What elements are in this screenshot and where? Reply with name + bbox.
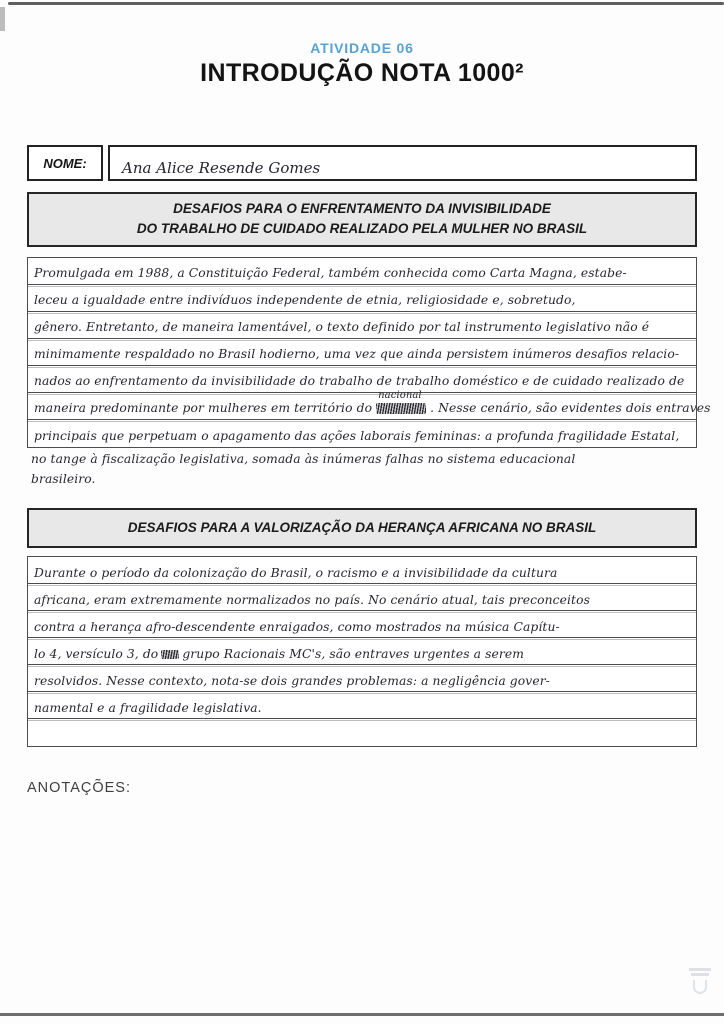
handwritten-text: namental e a fragilidade legislativa. xyxy=(34,700,262,715)
scan-edge-bottom xyxy=(0,1013,724,1016)
handwritten-text-with-scribble xyxy=(34,648,524,665)
section1-heading-line1: DESAFIOS PARA O ENFRENTAMENTO DA INVISIBILIDADE xyxy=(173,201,551,216)
activity-label: ATIVIDADE 06 xyxy=(310,40,414,56)
section2-heading-line1: DESAFIOS PARA A VALORIZAÇÃO DA HERANÇA AFRICANA NO BRASIL xyxy=(127,520,597,536)
ruled-line xyxy=(28,285,696,312)
scribbled-out-word xyxy=(161,650,179,659)
ruled-line xyxy=(28,692,696,719)
page-title: INTRODUÇÃO NOTA 1000² xyxy=(200,59,524,87)
annotations-label: ANOTAÇÕES: xyxy=(27,780,131,797)
handwritten-text-post: grupo Racionais MC's, são entraves urgentes a serem xyxy=(182,646,524,661)
watermark-shield-icon xyxy=(693,980,707,994)
handwritten-text-post: . Nesse cenário, são evidentes dois entraves xyxy=(430,400,711,415)
handwritten-text: principais que perpetuam o apagamento das ações laborais femininas: a profunda fragilidade Estatal, xyxy=(34,428,680,443)
name-row xyxy=(27,145,697,181)
ruled-line xyxy=(28,420,696,447)
handwritten-text-pre: maneira predominante por mulheres em território do xyxy=(34,400,373,415)
ruled-line xyxy=(28,366,696,393)
ruled-line xyxy=(28,665,696,692)
ruled-line-empty xyxy=(28,719,696,746)
handwritten-text: Durante o período da colonização do Brasil, o racismo e a invisibilidade da cultura xyxy=(34,565,558,580)
handwritten-text: resolvidos. Nesse contexto, nota-se dois grandes problemas: a negligência gover- xyxy=(34,673,550,688)
scan-edge-corner xyxy=(0,7,5,31)
section1-heading xyxy=(27,192,697,247)
section1-overflow-text xyxy=(27,451,697,493)
ruled-line xyxy=(28,389,711,420)
handwritten-text: africana, eram extremamente normalizados no país. No cenário atual, tais preconceitos xyxy=(34,592,590,607)
section2-writing-area xyxy=(27,556,697,747)
section2-heading xyxy=(27,508,697,548)
handwritten-text: no tange à fiscalização legislativa, somada às inúmeras falhas no sistema educacional xyxy=(31,451,576,466)
name-field xyxy=(108,145,697,181)
watermark-mark xyxy=(689,968,711,971)
handwritten-text: nados ao enfrentamento da invisibilidade do trabalho de trabalho doméstico e de cuidado realizado de xyxy=(34,373,685,388)
ruled-line xyxy=(28,258,696,285)
handwritten-text: Promulgada em 1988, a Constituição Federal, também conhecida como Carta Magna, estabe- xyxy=(34,265,627,280)
ruled-line xyxy=(28,312,696,339)
correction-wrap xyxy=(376,389,426,416)
handwritten-text-with-correction xyxy=(34,389,711,419)
handwritten-text: brasileiro. xyxy=(31,472,96,487)
handwritten-text: contra a herança afro-descendente enraigados, como mostrados na música Capítu- xyxy=(34,619,560,634)
scan-edge-top xyxy=(8,2,724,5)
ruled-line xyxy=(28,339,696,366)
handwritten-text: gênero. Entretanto, de maneira lamentável, o texto definido por tal instrumento legislativo não é xyxy=(34,319,650,334)
section1-writing-area xyxy=(27,257,711,448)
watermark-logo xyxy=(686,968,714,1002)
correction-above: nacional xyxy=(378,389,422,401)
handwritten-text-pre: lo 4, versículo 3, do xyxy=(34,646,159,661)
name-label: NOME: xyxy=(27,145,103,181)
watermark-mark xyxy=(691,973,709,976)
ruled-line xyxy=(28,557,696,584)
section1-heading-line2: DO TRABALHO DE CUIDADO REALIZADO PELA MULHER NO BRASIL xyxy=(136,221,588,237)
ruled-line xyxy=(28,584,696,611)
ruled-line xyxy=(28,611,696,638)
scribbled-out-word xyxy=(376,403,426,414)
handwritten-text: leceu a igualdade entre indivíduos independente de etnia, religiosidade e, sobretudo, xyxy=(34,292,576,307)
name-handwritten-value: Ana Alice Resende Gomes xyxy=(122,159,321,177)
handwritten-text: minimamente respaldado no Brasil hodierno, uma vez que ainda persistem inúmeros desafios relacio- xyxy=(34,346,680,361)
ruled-line xyxy=(28,638,696,665)
